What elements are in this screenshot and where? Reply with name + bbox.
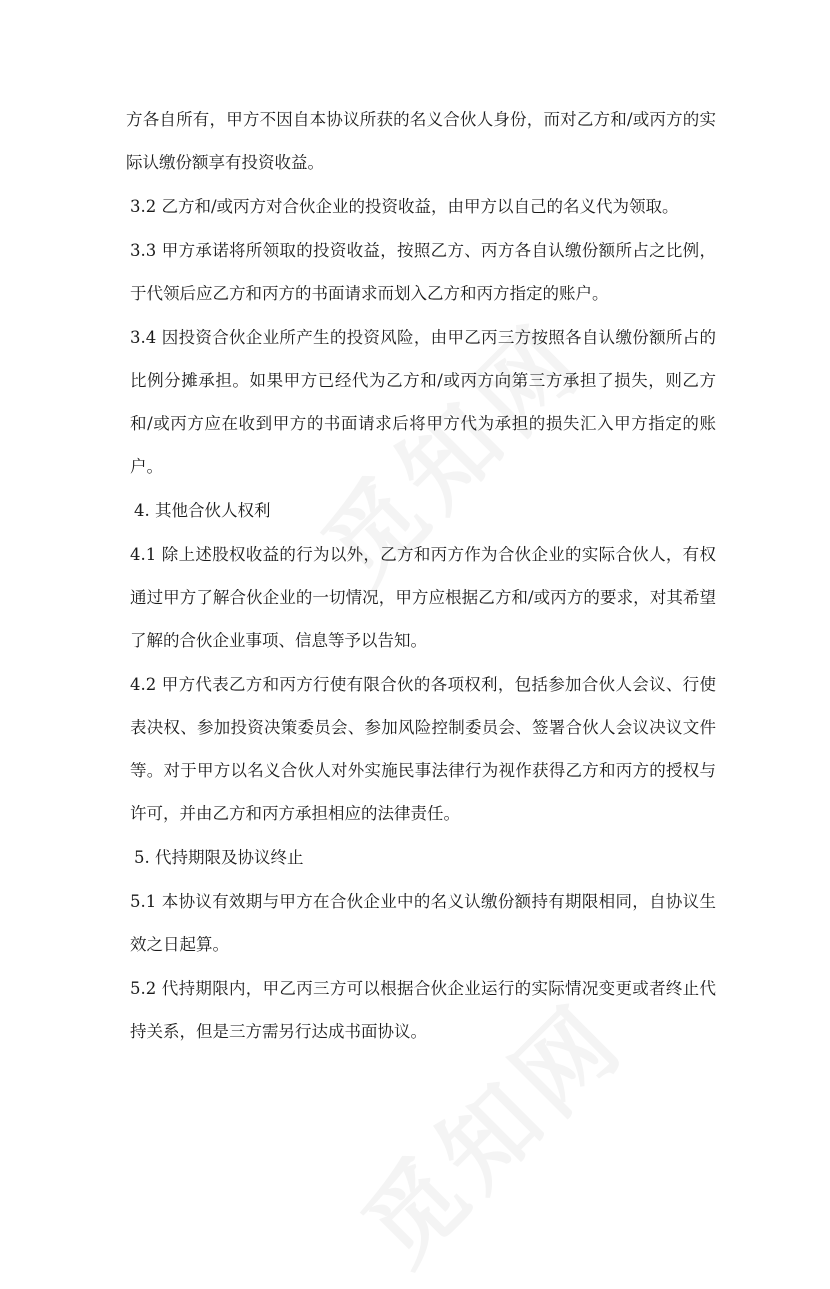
clause-3-2: 3.2 乙方和/或丙方对合伙企业的投资收益，由甲方以自己的名义代为领取。 — [130, 197, 679, 216]
document-body — [126, 98, 716, 1054]
section-heading-4: 4. 其他合伙人权利 — [134, 501, 271, 520]
section-heading-5: 5. 代持期限及协议终止 — [134, 848, 304, 867]
clause-5-1: 5.1 本协议有效期与甲方在合伙企业中的名义认缴份额持有期限相同，自协议生效之日起算。 — [130, 892, 716, 954]
paragraph-continuation: 方各自所有，甲方不因自本协议所获的名义合伙人身份，而对乙方和/或丙方的实际认缴份额享有投资收益。 — [126, 110, 716, 172]
clause-4-1: 4.1 除上述股权收益的行为以外，乙方和丙方作为合伙企业的实际合伙人，有权通过甲方了解合伙企业的一切情况，甲方应根据乙方和/或丙方的要求，对其希望了解的合伙企业事项、信息等予以告知。 — [130, 545, 716, 650]
clause-4-2: 4.2 甲方代表乙方和丙方行使有限合伙的各项权利，包括参加合伙人会议、行使表决权、参加投资决策委员会、参加风险控制委员会、签署合伙人会议决议文件等。对于甲方以名义合伙人对外实施民事法律行为视作获得乙方和丙方的授权与许可，并由乙方和丙方承担相应的法律责任。 — [130, 675, 716, 823]
clause-3-4: 3.4 因投资合伙企业所产生的投资风险，由甲乙丙三方按照各自认缴份额所占的比例分摊承担。如果甲方已经代为乙方和/或丙方向第三方承担了损失，则乙方和/或丙方应在收到甲方的书面请求后将甲方代为承担的损失汇入甲方指定的账户。 — [130, 328, 716, 476]
clause-3-3: 3.3 甲方承诺将所领取的投资收益，按照乙方、丙方各自认缴份额所占之比例，于代领后应乙方和丙方的书面请求而划入乙方和丙方指定的账户。 — [130, 241, 716, 303]
clause-5-2: 5.2 代持期限内，甲乙丙三方可以根据合伙企业运行的实际情况变更或者终止代持关系，但是三方需另行达成书面协议。 — [130, 979, 716, 1041]
